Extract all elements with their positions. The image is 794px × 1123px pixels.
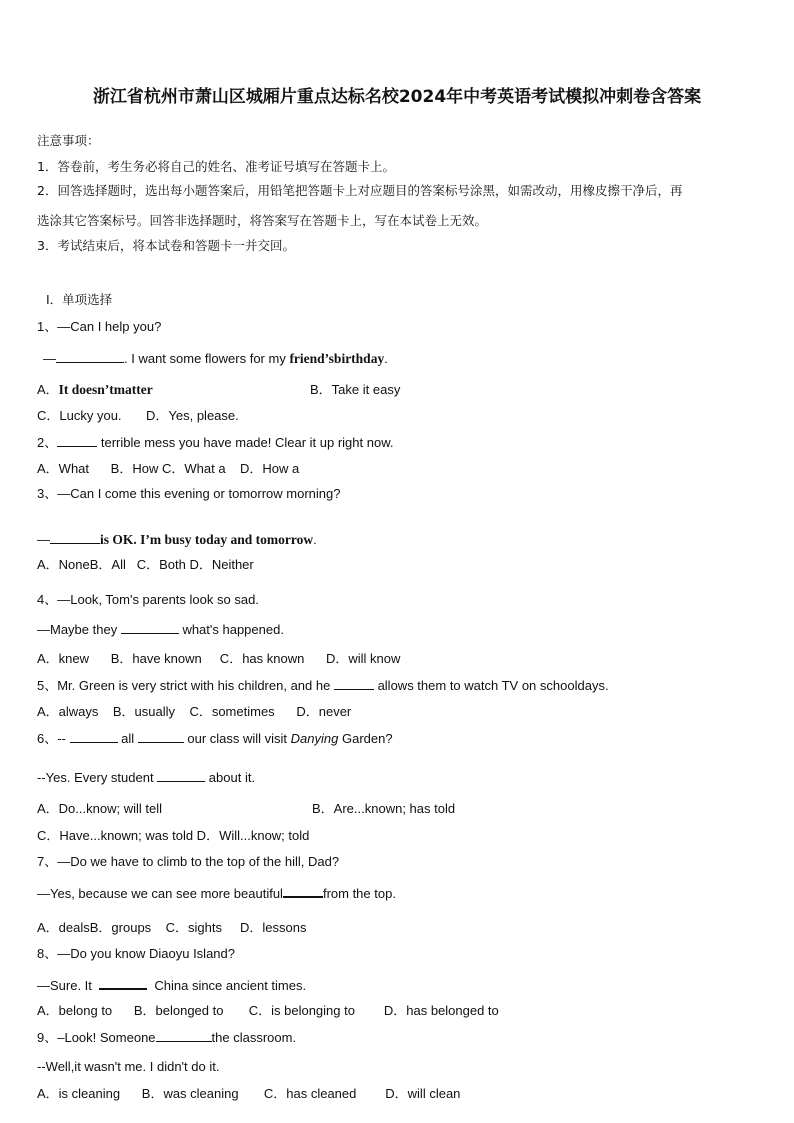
q8-stem-post: China since ancient times. (147, 978, 307, 993)
notice-heading: 注意事项： (37, 133, 100, 148)
q3-blank (50, 531, 100, 544)
q8-blank (99, 976, 147, 990)
notice-item-2-line-1: 2．回答选择题时，选出每小题答案后，用铅笔把答题卡上对应题目的答案标号涂黑，如需改动，用橡皮擦干净后，再 (37, 183, 683, 198)
q1-option-b: B．Take it easy (310, 382, 401, 397)
q4-stem-post: what's happened. (178, 622, 284, 637)
q9-stem-line-1 (37, 1029, 296, 1046)
q1-option-a-label: A． (37, 382, 59, 397)
q1-stem-line-1: 1、—Can I help you? (37, 319, 162, 334)
q1-option-a-text: It doesn’tmatter (58, 382, 153, 397)
q9-stem-post: the classroom. (211, 1030, 297, 1045)
q2-stem (37, 434, 394, 451)
q6-option-a: A．Do...know; will tell (37, 801, 162, 816)
q9-blank (156, 1029, 212, 1042)
q3-options: A．NoneB．All C．Both D．Neither (37, 557, 254, 572)
q4-stem-line-2 (37, 621, 284, 638)
q9-stem-line-2: --Well,it wasn't me. I didn't do it. (37, 1059, 220, 1074)
q7-stem-pre: —Yes, because we can see more beautiful (37, 886, 283, 901)
q6-stem-line-2 (37, 769, 255, 786)
q6-stem2-pre: --Yes. Every student (37, 770, 158, 785)
q4-blank (121, 621, 179, 634)
q7-stem-line-1: 7、—Do we have to climb to the top of the hill, Dad? (37, 854, 340, 869)
q6-stem-c: our class will visit (183, 731, 291, 746)
q5-stem (37, 677, 609, 694)
q6-stem-a: 6、-- (37, 731, 70, 746)
q5-blank (334, 677, 374, 690)
q8-options: A．belong to B．belonged to C．is belonging to D．has belonged to (37, 1003, 499, 1018)
notice-item-1: 1．答卷前，考生务必将自己的姓名、准考证号填写在答题卡上。 (37, 159, 395, 174)
q7-options: A．dealsB．groups C．sights D．lessons (37, 920, 307, 935)
q5-options: A．always B．usually C．sometimes D．never (37, 704, 352, 719)
q1-option-a (37, 382, 153, 398)
q1-option-c: C．Lucky you. (37, 408, 122, 423)
q4-stem-pre: —Maybe they (37, 622, 121, 637)
section-heading: Ⅰ．单项选择 (46, 292, 113, 307)
notice-item-2-line-2: 选涂其它答案标号。回答非选择题时，将答案写在答题卡上，写在本试卷上无效。 (37, 213, 488, 228)
page-title: 浙江省杭州市萧山区城厢片重点达标名校2024年中考英语考试模拟冲刺卷含答案 (92, 87, 702, 107)
q4-options: A．knew B．have known C．has known D．will know (37, 651, 401, 666)
q6-stem-b: all (117, 731, 138, 746)
q6-blank-1 (70, 730, 118, 743)
q6-stem2-post: about it. (205, 770, 256, 785)
q2-blank (57, 434, 97, 447)
q6-blank-2 (138, 730, 184, 743)
q2-number: 2、 (37, 435, 58, 450)
q1-stem-text: . I want some flowers for my (124, 351, 290, 366)
q9-options: A．is cleaning B．was cleaning C．has cleaned D．will clean (37, 1086, 461, 1101)
q4-stem-line-1: 4、—Look, Tom's parents look so sad. (37, 592, 259, 607)
q3-stem-serif: is OK. I’m busy today and tomorrow (100, 532, 314, 547)
q3-stem-end: . (313, 532, 317, 547)
q2-options: A．What B．How C．What a D．How a (37, 461, 300, 476)
q1-dash: — (43, 351, 56, 366)
q6-options-cd: C．Have...known; was told D．Will...know; told (37, 828, 310, 843)
q6-blank-3 (157, 769, 205, 782)
q1-stem-serif: friend’sbirthday (289, 351, 385, 366)
q3-dash: — (37, 532, 50, 547)
q5-stem-pre: 5、Mr. Green is very strict with his children, and he (37, 678, 334, 693)
q8-stem-line-2 (37, 976, 306, 994)
q6-stem-italic: Danying (290, 731, 339, 746)
q3-stem-line-2 (37, 531, 317, 548)
q8-stem-line-1: 8、—Do you know Diaoyu Island? (37, 946, 235, 961)
q9-stem-pre: 9、–Look! Someone (37, 1030, 156, 1045)
q7-stem-post: from the top. (322, 886, 396, 901)
q7-blank (283, 884, 323, 898)
q8-stem-pre: —Sure. It (37, 978, 100, 993)
q6-stem-d: Garden? (338, 731, 393, 746)
q6-stem-line-1 (37, 730, 393, 747)
q3-stem-line-1: 3、—Can I come this evening or tomorrow morning? (37, 486, 341, 501)
q1-option-d: D．Yes, please. (146, 408, 239, 423)
q2-stem-text: terrible mess you have made! Clear it up right now. (97, 435, 394, 450)
q1-blank (56, 350, 124, 363)
q5-stem-post: allows them to watch TV on schooldays. (373, 678, 609, 693)
q7-stem-line-2 (37, 884, 396, 902)
q6-option-b: B．Are...known; has told (312, 801, 456, 816)
notice-item-3: 3．考试结束后，将本试卷和答题卡一并交回。 (37, 238, 295, 253)
q1-stem-line-2 (43, 350, 388, 367)
q1-stem-end: . (384, 351, 388, 366)
